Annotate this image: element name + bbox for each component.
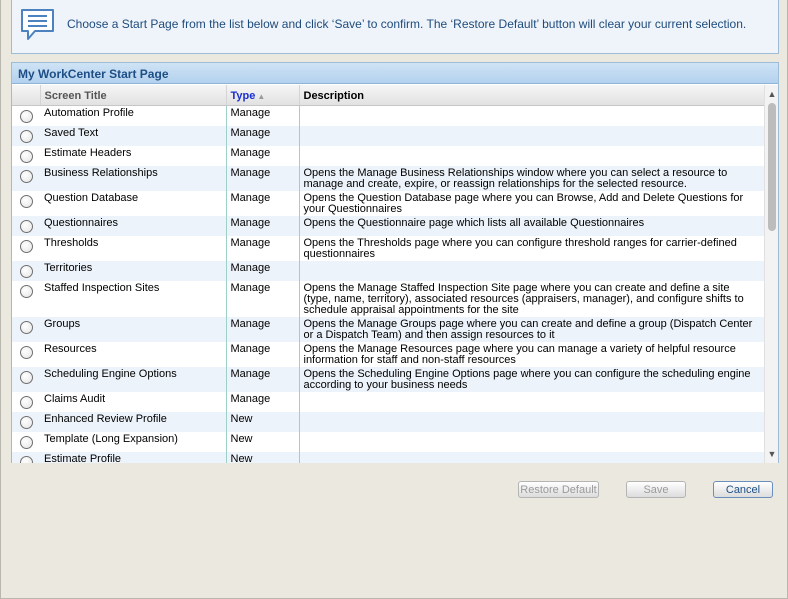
row-select-cell bbox=[12, 317, 40, 342]
row-select-cell bbox=[12, 342, 40, 367]
row-select-cell bbox=[12, 281, 40, 317]
table-row[interactable] bbox=[12, 342, 764, 367]
description-cell: Opens the Question Database page where you can Browse, Add and Delete Questions for your Questionnaires bbox=[299, 191, 764, 216]
description-cell bbox=[299, 452, 764, 464]
table-row[interactable] bbox=[12, 216, 764, 236]
row-radio-button[interactable] bbox=[20, 321, 33, 334]
table-row[interactable] bbox=[12, 281, 764, 317]
type-cell: Manage bbox=[226, 281, 299, 317]
type-cell: Manage bbox=[226, 105, 299, 126]
type-cell: New bbox=[226, 432, 299, 452]
type-cell: Manage bbox=[226, 342, 299, 367]
row-select-cell bbox=[12, 412, 40, 432]
table-row[interactable] bbox=[12, 105, 764, 126]
description-cell bbox=[299, 126, 764, 146]
description-cell: Opens the Thresholds page where you can configure threshold ranges for carrier-defined questionnaires bbox=[299, 236, 764, 261]
description-cell bbox=[299, 392, 764, 412]
description-cell: Opens the Manage Business Relationships window where you can select a resource to manage and create, expire, or reassign relationships for the selected resource. bbox=[299, 166, 764, 191]
type-cell: Manage bbox=[226, 367, 299, 392]
description-cell bbox=[299, 412, 764, 432]
table-row[interactable] bbox=[12, 432, 764, 452]
column-header-type[interactable]: Type ▲ bbox=[226, 85, 299, 105]
description-cell bbox=[299, 261, 764, 281]
screen-title-cell: Business Relationships bbox=[40, 166, 226, 191]
save-button[interactable]: Save bbox=[626, 481, 686, 498]
grid-scrollbar[interactable] bbox=[764, 85, 778, 463]
row-select-cell bbox=[12, 236, 40, 261]
cancel-button[interactable]: Cancel bbox=[713, 481, 773, 498]
row-radio-button[interactable] bbox=[20, 456, 33, 464]
table-row[interactable] bbox=[12, 146, 764, 166]
start-page-panel bbox=[11, 62, 779, 463]
type-cell: Manage bbox=[226, 146, 299, 166]
description-cell bbox=[299, 146, 764, 166]
screen-title-cell: Estimate Profile bbox=[40, 452, 226, 464]
panel-title: My WorkCenter Start Page bbox=[12, 63, 778, 84]
message-icon bbox=[19, 6, 57, 44]
scroll-down-icon[interactable]: ▼ bbox=[767, 449, 777, 459]
type-cell: Manage bbox=[226, 317, 299, 342]
row-select-cell bbox=[12, 191, 40, 216]
screen-title-cell: Resources bbox=[44, 342, 97, 355]
screen-title-cell: Enhanced Review Profile bbox=[40, 412, 226, 432]
row-radio-button[interactable] bbox=[20, 436, 33, 449]
screen-title-cell: Thresholds bbox=[44, 236, 99, 249]
row-radio-button[interactable] bbox=[20, 346, 33, 359]
column-header-description[interactable]: Description bbox=[299, 85, 764, 105]
column-header-screen-title[interactable]: Screen Title bbox=[40, 85, 226, 105]
table-row[interactable] bbox=[12, 236, 764, 261]
type-cell: Manage bbox=[226, 261, 299, 281]
row-select-cell bbox=[12, 126, 40, 146]
table-row[interactable] bbox=[12, 166, 764, 191]
screen-title-cell: Groups bbox=[40, 317, 226, 342]
row-radio-button[interactable] bbox=[20, 371, 33, 384]
row-select-cell bbox=[12, 166, 40, 191]
row-radio-button[interactable] bbox=[20, 110, 33, 123]
start-page-grid bbox=[12, 85, 764, 463]
screen-title-cell: Estimate Headers bbox=[44, 146, 132, 159]
table-row[interactable] bbox=[12, 412, 764, 432]
row-select-cell bbox=[12, 367, 40, 392]
row-radio-button[interactable] bbox=[20, 130, 33, 143]
type-cell: Manage bbox=[226, 236, 299, 261]
type-cell: New bbox=[226, 412, 299, 432]
type-cell: Manage bbox=[226, 191, 299, 216]
sort-ascending-icon: ▲ bbox=[257, 91, 266, 101]
screen-title-cell: Territories bbox=[40, 261, 226, 281]
table-row[interactable] bbox=[12, 126, 764, 146]
row-select-cell bbox=[12, 452, 40, 464]
type-cell: Manage bbox=[226, 216, 299, 236]
description-cell: Opens the Manage Groups page where you can create and define a group (Dispatch Center or a Dispatch Team) and then assign resources to it bbox=[299, 317, 764, 342]
scrollbar-thumb[interactable] bbox=[768, 103, 776, 231]
row-select-cell bbox=[12, 261, 40, 281]
table-row[interactable] bbox=[12, 261, 764, 281]
row-radio-button[interactable] bbox=[20, 240, 33, 253]
screen-title-cell: Staffed Inspection Sites bbox=[44, 281, 160, 294]
screen-title-cell: Questionnaires bbox=[40, 216, 226, 236]
type-cell: Manage bbox=[226, 126, 299, 146]
type-cell: New bbox=[226, 452, 299, 464]
row-radio-button[interactable] bbox=[20, 220, 33, 233]
select-column-header bbox=[12, 85, 40, 105]
restore-default-button[interactable]: Restore Default bbox=[518, 481, 599, 498]
table-row[interactable] bbox=[12, 452, 764, 464]
row-radio-button[interactable] bbox=[20, 416, 33, 429]
description-cell: Opens the Manage Resources page where you can manage a variety of helpful resource information for staff and non-staff resources bbox=[299, 342, 764, 367]
description-cell bbox=[299, 432, 764, 452]
description-cell: Opens the Scheduling Engine Options page where you can configure the scheduling engine according to your business needs bbox=[299, 367, 764, 392]
scroll-up-icon[interactable]: ▲ bbox=[767, 89, 777, 99]
description-cell: Opens the Questionnaire page which lists all available Questionnaires bbox=[299, 216, 764, 236]
screen-title-cell: Automation Profile bbox=[44, 106, 134, 119]
info-message: Choose a Start Page from the list below and click ‘Save’ to confirm. The ‘Restore Default’ button will clear your current selection. bbox=[67, 17, 747, 31]
row-select-cell bbox=[12, 105, 40, 126]
row-radio-button[interactable] bbox=[20, 195, 33, 208]
screen-title-cell: Claims Audit bbox=[44, 392, 106, 405]
row-radio-button[interactable] bbox=[20, 170, 33, 183]
row-select-cell bbox=[12, 432, 40, 452]
table-row[interactable] bbox=[12, 392, 764, 412]
type-cell: Manage bbox=[226, 166, 299, 191]
row-radio-button[interactable] bbox=[20, 396, 33, 409]
screen-title-cell: Template (Long Expansion) bbox=[44, 432, 178, 445]
row-select-cell bbox=[12, 216, 40, 236]
row-radio-button[interactable] bbox=[20, 285, 33, 298]
type-cell: Manage bbox=[226, 392, 299, 412]
screen-title-cell: Question Database bbox=[44, 191, 139, 204]
info-banner bbox=[11, 0, 779, 54]
description-cell bbox=[299, 105, 764, 126]
row-radio-button[interactable] bbox=[20, 265, 33, 278]
row-select-cell bbox=[12, 146, 40, 166]
row-radio-button[interactable] bbox=[20, 150, 33, 163]
description-cell: Opens the Manage Staffed Inspection Site page where you can create and define a site (type, name, territory), associated resources (appraisers, manager), and configure shifts to schedule appraisal appointments for the site bbox=[299, 281, 764, 317]
row-select-cell bbox=[12, 392, 40, 412]
screen-title-cell: Scheduling Engine Options bbox=[40, 367, 226, 392]
screen-title-cell: Saved Text bbox=[40, 126, 226, 146]
table-row[interactable] bbox=[12, 367, 764, 392]
table-row[interactable] bbox=[12, 317, 764, 342]
table-row[interactable] bbox=[12, 191, 764, 216]
